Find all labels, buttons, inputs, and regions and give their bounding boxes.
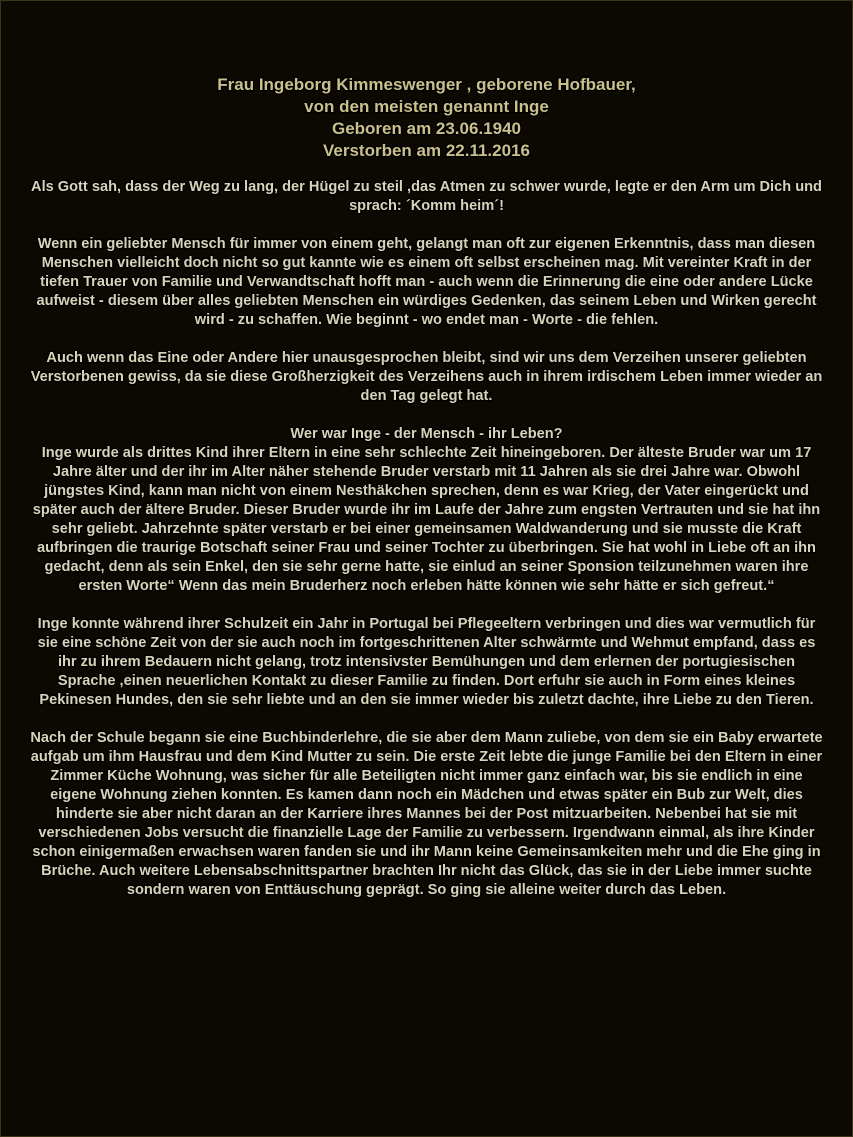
obituary-text — [28, 74, 825, 900]
paragraph-remembrance: Wenn ein geliebter Mensch für immer von einem geht, gelangt man oft zur eigenen Erkenntnis, dass man diesen Menschen vielleicht doch nicht so gut kannte wie es einem oft selbst erscheinen mag. Mit vereinter Kraft in der tiefen Trauer von Familie und Verwandtschaft hofft man - auch wenn die Erinnerung die eine oder andere Lücke aufweist - diesem über alles geliebten Menschen ein würdiges Gedenken, das seinem Leben und Wirken gerecht wird - zu schaffen. Wie beginnt - wo endet man - Worte - die fehlen. — [36, 236, 817, 328]
death-date-line: Verstorben am 22.11.2016 — [323, 141, 530, 160]
paragraph-forgiveness: Auch wenn das Eine oder Andere hier unausgesprochen bleibt, sind wir uns dem Verzeihen unserer geliebten Verstorbenen gewiss, da sie diese Großherzigkeit des Verzeihens auch in ihrem irdischem Leben immer wieder an den Tag gelegt hat. — [30, 350, 823, 404]
paragraph-portugal: Inge konnte während ihrer Schulzeit ein Jahr in Portugal bei Pflegeeltern verbringen und dies war vermutlich für sie eine schöne Zeit von der sie auch noch im fortgeschrittenen Alter schwärmte und Wehmut empfand, dass es ihr zu ihrem Bedauern nicht gelang, trotz intensivster Bemühungen und dem erlernen der portugiesischen Sprache ,einen neuerlichen Kontakt zu dieser Familie zu finden. Dort erfuhr sie auch in Form eines kleines Pekinesen Hundes, den sie sehr liebte und an den sie immer wieder bis zuletzt dachte, ihre Liebe zu den Tieren. — [37, 616, 816, 708]
birth-date-line: Geboren am 23.06.1940 — [331, 119, 521, 138]
nickname-line: von den meisten genannt Inge — [304, 97, 549, 116]
paragraph-intro-quote: Als Gott sah, dass der Weg zu lang, der Hügel zu steil ,das Atmen zu schwer wurde, legte er den Arm um Dich und sprach: ´Komm heim´! — [31, 179, 822, 214]
paragraph-life-title: Wer war Inge - der Mensch - ihr Leben? — [290, 426, 563, 442]
paragraph-childhood: Inge wurde als drittes Kind ihrer Eltern in eine sehr schlechte Zeit hineingeboren. Der älteste Bruder war um 17 Jahre älter und der ihr im Alter näher stehende Bruder verstarb mit 11 Jahren als sie drei Jahre war. Obwohl jüngstes Kind, kann man nicht von einem Nesthäkchen sprechen, denn es war Krieg, der Vater eingerückt und später auch der ältere Bruder. Dieser Bruder wurde ihr im Laufe der Jahre zum engsten Vertrauten und sie hat ihn sehr geliebt. Jahrzehnte später verstarb er bei einer gemeinsamen Waldwanderung und sie musste die Kraft aufbringen die traurige Botschaft seiner Frau und seiner Tochter zu überbringen. Sie hat wohl in Liebe oft an ihn gedacht, denn als sein Enkel, den sie sehr gerne hatte, sie einlud an seiner Sponsion teilzunehmen waren ihre ersten Worte“ Wenn das mein Bruderherz noch erleben hätte können wie sehr hätte er sich gefreut.“ — [32, 445, 821, 594]
paragraph-family-life: Nach der Schule begann sie eine Buchbinderlehre, die sie aber dem Mann zuliebe, von dem sie ein Baby erwartete aufgab um ihm Hausfrau und dem Kind Mutter zu sein. Die erste Zeit lebte die junge Familie bei den Eltern in einer Zimmer Küche Wohnung, was sicher für alle Beteiligten nicht immer ganz einfach war, bis sie endlich in eine eigene Wohnung ziehen konnten. Es kamen dann noch ein Mädchen und etwas später ein Bub zur Welt, dies hinderte sie aber nicht daran an der Karriere ihres Mannes bei der Post mitzuarbeiten. Nebenbei hat sie mit verschiedenen Jobs versucht die finanzielle Lage der Familie zu verbessern. Irgendwann einmal, als ihre Kinder schon einigermaßen erwachsen waren fanden sie und ihr Mann keine Gemeinsamkeiten mehr und die Ehe ging in Brüche. Auch weitere Lebensabschnittspartner brachten Ihr nicht das Glück, das sie in der Liebe immer suchte sondern waren von Enttäuschung geprägt. So ging sie alleine weiter durch das Leben. — [30, 730, 823, 898]
deceased-name: Frau Ingeborg Kimmeswenger , geborene Hofbauer, — [217, 75, 636, 94]
obituary-heading — [28, 74, 825, 162]
